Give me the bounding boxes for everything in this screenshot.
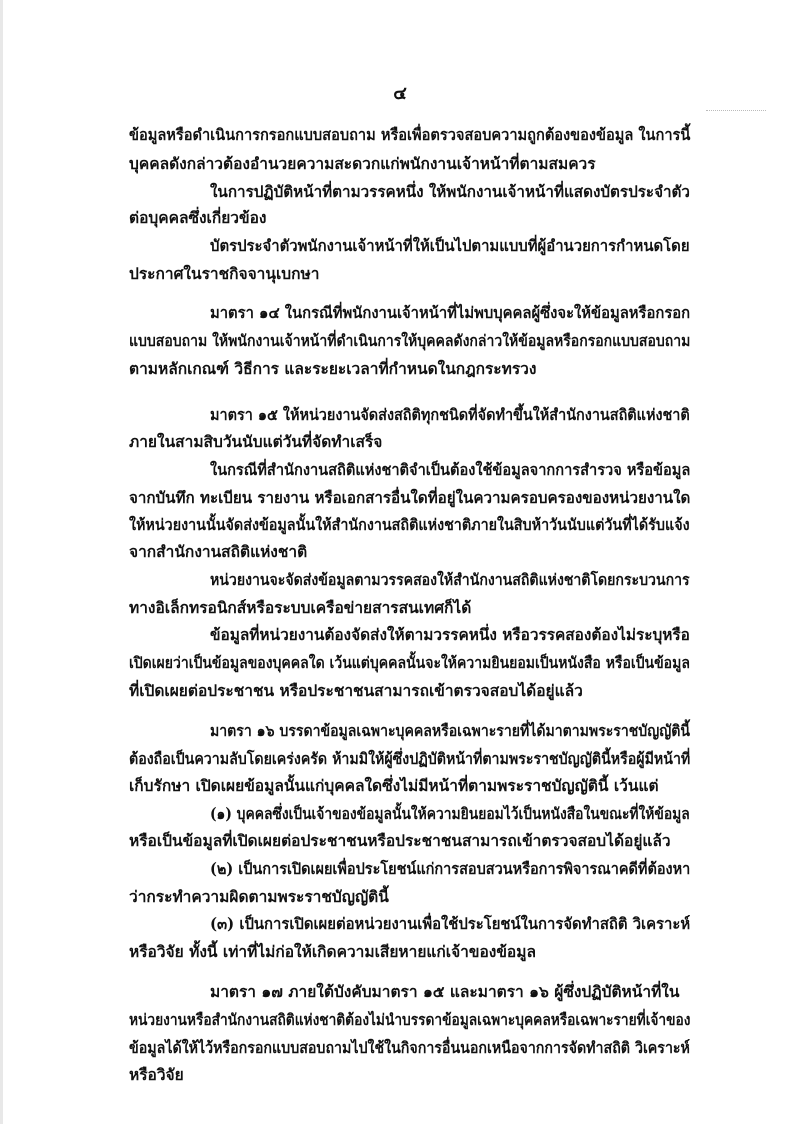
text-line: หน่วยงานจะจัดส่งข้อมูลตามวรรคสองให้สำนักงานสถิติแห่งชาติโดยกระบวนการ xyxy=(210,570,690,589)
text-line: หรือเป็นข้อมูลที่เปิดเผยต่อประชาชนหรือประชาชนสามารถเข้าตรวจสอบได้อยู่แล้ว xyxy=(129,831,671,850)
section-16-line: มาตรา ๑๖ บรรดาข้อมูลเฉพาะบุคคลหรือเฉพาะรายที่ได้มาตามพระราชบัญญัตินี้ xyxy=(210,721,690,740)
text-line: บุคคลดังกล่าวต้องอำนวยความสะดวกแก่พนักงานเจ้าหน้าที่ตามสมควร xyxy=(129,154,596,173)
text-line: หน่วยงานหรือสำนักงานสถิติแห่งชาติต้องไม่นำบรรดาข้อมูลเฉพาะบุคคลหรือเฉพาะรายที่เจ้าของ xyxy=(129,1010,691,1029)
text-line: จากบันทึก ทะเบียน รายงาน หรือเอกสารอื่นใดที่อยู่ในความครอบครองของหน่วยงานใด xyxy=(129,488,691,507)
item-2-line: (๒) เป็นการเปิดเผยเพื่อประโยชน์แก่การสอบสวนหรือการพิจารณาคดีที่ต้องหา xyxy=(210,859,691,878)
scan-mark xyxy=(706,110,766,112)
section-17-line: มาตรา ๑๗ ภายใต้บังคับมาตรา ๑๕ และมาตรา ๑๖ ผู้ซึ่งปฏิบัติหน้าที่ใน xyxy=(210,982,680,1001)
text-line: หรือวิจัย xyxy=(129,1065,184,1084)
text-line: ว่ากระทำความผิดตามพระราชบัญญัตินี้ xyxy=(129,887,389,906)
item-1-line: (๑) บุคคลซึ่งเป็นเจ้าของข้อมูลนั้นให้ความยินยอมไว้เป็นหนังสือในขณะที่ให้ข้อมูล xyxy=(210,804,690,823)
text-line: ในการปฏิบัติหน้าที่ตามวรรคหนึ่ง ให้พนักงานเจ้าหน้าที่แสดงบัตรประจำตัว xyxy=(210,182,690,201)
text-line: ข้อมูลหรือดำเนินการกรอกแบบสอบถาม หรือเพื่อตรวจสอบความถูกต้องของข้อมูล ในการนี้ xyxy=(129,125,691,144)
text-line: เปิดเผยว่าเป็นข้อมูลของบุคคลใด เว้นแต่บุคคลนั้นจะให้ความยินยอมเป็นหนังสือ หรือเป็นข้อมูล xyxy=(129,653,690,672)
text-line: ทางอิเล็กทรอนิกส์หรือระบบเครือข่ายสารสนเทศก็ได้ xyxy=(129,598,472,617)
text-line: ตามหลักเกณฑ์ วิธีการ และระยะเวลาที่กำหนดในกฎกระทรวง xyxy=(129,359,537,378)
page-number: ๔ xyxy=(393,83,407,104)
text-line: หรือวิจัย ทั้งนี้ เท่าที่ไม่ก่อให้เกิดความเสียหายแก่เจ้าของข้อมูล xyxy=(129,942,536,961)
text-line: จากสำนักงานสถิติแห่งชาติ xyxy=(129,542,308,561)
section-14-line: มาตรา ๑๔ ในกรณีที่พนักงานเจ้าหน้าที่ไม่พบบุคคลผู้ซึ่งจะให้ข้อมูลหรือกรอก xyxy=(210,303,691,322)
text-line: ที่เปิดเผยต่อประชาชน หรือประชาชนสามารถเข้าตรวจสอบได้อยู่แล้ว xyxy=(129,681,583,700)
text-line: ต่อบุคคลซึ่งเกี่ยวข้อง xyxy=(129,208,267,227)
text-line: ภายในสามสิบวันนับแต่วันที่จัดทำเสร็จ xyxy=(129,432,383,451)
text-line: ต้องถือเป็นความลับโดยเคร่งครัด ห้ามมิให้ผู้ซึ่งปฏิบัติหน้าที่ตามพระราชบัญญัตินี้หรือผู้มีหน้าที่ xyxy=(129,749,691,768)
text-line: ในกรณีที่สำนักงานสถิติแห่งชาติจำเป็นต้องใช้ข้อมูลจากการสำรวจ หรือข้อมูล xyxy=(210,460,691,479)
text-line: บัตรประจำตัวพนักงานเจ้าหน้าที่ให้เป็นไปตามแบบที่ผู้อำนวยการกำหนดโดย xyxy=(210,236,690,255)
section-15-line: มาตรา ๑๕ ให้หน่วยงานจัดส่งสถิติทุกชนิดที่จัดทำขึ้นให้สำนักงานสถิติแห่งชาติ xyxy=(210,405,690,424)
text-line: แบบสอบถาม ให้พนักงานเจ้าหน้าที่ดำเนินการให้บุคคลดังกล่าวให้ข้อมูลหรือกรอกแบบสอบถาม xyxy=(129,331,691,350)
text-line: เก็บรักษา เปิดเผยข้อมูลนั้นแก่บุคคลใดซึ่งไม่มีหน้าที่ตามพระราชบัญญัตินี้ เว้นแต่ xyxy=(129,776,659,795)
text-line: ข้อมูลที่หน่วยงานต้องจัดส่งให้ตามวรรคหนึ่ง หรือวรรคสองต้องไม่ระบุหรือ xyxy=(210,625,690,644)
scan-edge xyxy=(0,0,3,1124)
text-line: ให้หน่วยงานนั้นจัดส่งข้อมูลนั้นให้สำนักงานสถิติแห่งชาติภายในสิบห้าวันนับแต่วันที่ได้รับแจ้ง xyxy=(129,515,690,534)
item-3-line: (๓) เป็นการเปิดเผยต่อหน่วยงานเพื่อใช้ประโยชน์ในการจัดทำสถิติ วิเคราะห์ xyxy=(210,914,691,933)
text-line: ข้อมูลได้ให้ไว้หรือกรอกแบบสอบถามไปใช้ในกิจการอื่นนอกเหนือจากการจัดทำสถิติ วิเคราะห์ xyxy=(129,1038,690,1057)
text-line: ประกาศในราชกิจจานุเบกษา xyxy=(129,264,320,283)
